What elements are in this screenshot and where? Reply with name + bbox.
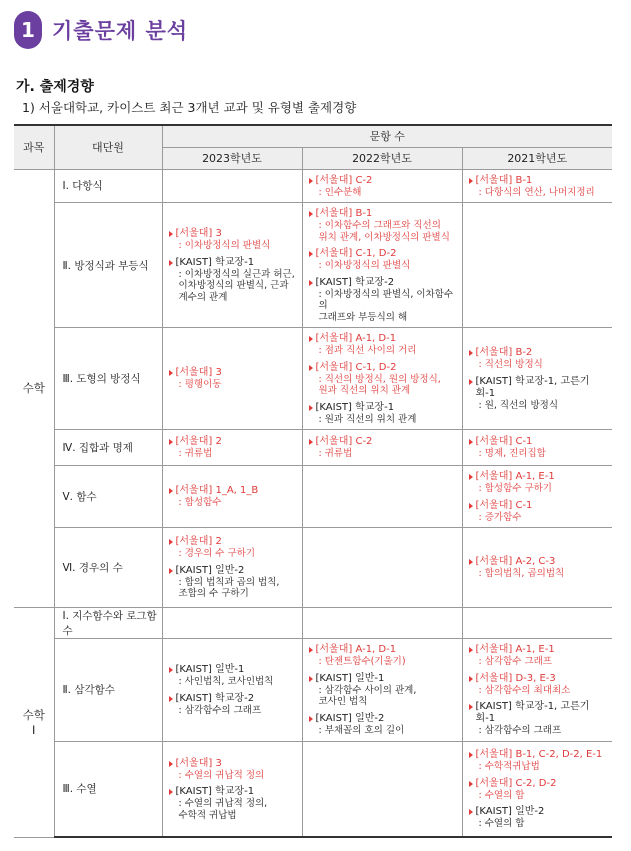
entry-description: : 이차방정식의 판별식	[178, 240, 271, 251]
entry-label: [KAIST] 일반-1	[309, 673, 458, 685]
exam-entry	[169, 485, 298, 509]
count-cell	[162, 608, 302, 639]
table-row	[14, 528, 612, 608]
count-cell	[462, 466, 612, 528]
entry-description: : 명제, 진리집합	[478, 448, 546, 460]
exam-entry	[469, 347, 609, 371]
entry-description: : 삼각함수의 그래프	[478, 725, 562, 736]
entry-description: : 다항식의 연산, 나머지정리	[478, 186, 595, 198]
entry-label: [KAIST] 학교장-1	[309, 402, 458, 414]
count-cell	[302, 528, 462, 608]
entry-description: : 귀류법	[178, 448, 213, 460]
subject-cell: 수학 Ⅰ	[14, 608, 54, 838]
entry-description: : 원, 직선의 방정식	[478, 399, 559, 411]
count-cell	[162, 528, 302, 608]
count-cell	[302, 466, 462, 528]
entry-label: [서울대] A-1, E-1	[469, 471, 609, 483]
unit-cell: Ⅴ. 함수	[54, 466, 162, 528]
entry-label: [서울대] A-1, E-1	[469, 644, 609, 656]
exam-entry	[309, 248, 458, 272]
exam-entry	[469, 471, 609, 495]
count-cell	[302, 203, 462, 328]
table-row	[14, 466, 612, 528]
header-unit: 대단원	[54, 125, 162, 169]
count-cell	[162, 466, 302, 528]
exam-entry	[309, 333, 458, 357]
exam-entry	[169, 693, 298, 717]
entry-label: [서울대] A-1, D-1	[309, 644, 458, 656]
exam-entry	[309, 713, 458, 737]
header-question-count: 문항 수	[162, 125, 612, 147]
count-cell	[162, 741, 302, 837]
exam-entry	[309, 436, 458, 460]
entry-label: [KAIST] 학교장-1	[169, 257, 298, 269]
header-year-2022: 2022학년도	[302, 147, 462, 169]
entry-description: : 합성함수 구하기	[478, 483, 552, 494]
entry-description: : 삼각함수의 그래프	[178, 704, 262, 716]
section-title: 가. 출제경향	[16, 79, 94, 95]
exam-entry	[309, 175, 458, 199]
count-cell	[302, 741, 462, 837]
entry-label: [서울대] B-1, C-2, D-2, E-1	[469, 749, 609, 761]
exam-entry	[169, 436, 298, 460]
entry-description: : 직선의 방정식, 원의 방정식, 원과 직선의 위치 관계	[318, 373, 441, 396]
entry-description: : 사인법칙, 코사인법칙	[178, 676, 274, 688]
entry-description: : 수열의 합	[478, 818, 525, 829]
unit-cell: Ⅰ. 다항식	[54, 169, 162, 203]
count-cell	[302, 328, 462, 430]
count-cell	[162, 328, 302, 430]
count-cell	[462, 608, 612, 639]
entry-description: : 평행이동	[178, 379, 222, 391]
count-cell	[462, 328, 612, 430]
entry-label: [KAIST] 일반-1	[169, 664, 298, 676]
exam-entry	[469, 175, 609, 199]
table-row	[14, 430, 612, 466]
entry-description: : 직선의 방정식	[478, 359, 543, 370]
entry-label: [서울대] 1_A, 1_B	[169, 485, 298, 497]
unit-cell: Ⅱ. 삼각함수	[54, 639, 162, 742]
exam-entry	[469, 701, 609, 737]
entry-description: : 수열의 합	[478, 789, 525, 801]
count-cell	[162, 430, 302, 466]
entry-label: [서울대] C-2	[309, 436, 458, 448]
table-row	[14, 639, 612, 742]
entry-label: [서울대] C-2	[309, 175, 458, 187]
unit-cell: Ⅲ. 도형의 방정식	[54, 328, 162, 430]
entry-label: [서울대] 2	[169, 536, 298, 548]
entry-description: : 경우의 수 구하기	[178, 548, 255, 560]
entry-description: : 이차방정식의 실근과 허근, 이차방정식의 판별식, 근과 계수의 관계	[178, 268, 295, 303]
header-year-2023: 2023학년도	[162, 147, 302, 169]
entry-description: : 수열의 귀납적 정의, 수학적 귀납법	[178, 798, 268, 821]
exam-entry	[469, 673, 609, 697]
entry-label: [서울대] 3	[169, 367, 298, 379]
count-cell	[302, 608, 462, 639]
exam-entry	[469, 644, 609, 668]
exam-entry	[469, 749, 609, 773]
entry-label: [KAIST] 학교장-2	[169, 693, 298, 705]
entry-label: [KAIST] 학교장-1	[169, 786, 298, 798]
exam-entry	[309, 362, 458, 397]
count-cell	[462, 169, 612, 203]
subject-cell: 수학	[14, 169, 54, 608]
entry-label: [서울대] C-1, D-2	[309, 248, 458, 260]
page-header	[14, 8, 188, 52]
entry-description: : 점과 직선 사이의 거리	[318, 345, 417, 356]
table-row	[14, 741, 612, 837]
exam-entry	[469, 436, 609, 460]
exam-entry	[169, 536, 298, 560]
entry-description: : 귀류법	[318, 448, 353, 460]
exam-entry	[309, 208, 458, 243]
table-row	[14, 169, 612, 203]
table-row	[14, 328, 612, 430]
exam-entry	[169, 228, 298, 252]
entry-label: [서울대] B-2	[469, 347, 609, 359]
unit-cell: Ⅱ. 방정식과 부등식	[54, 203, 162, 328]
entry-label: [서울대] B-1	[469, 175, 609, 187]
header-year-2021: 2021학년도	[462, 147, 612, 169]
exam-entry	[309, 673, 458, 708]
entry-label: [서울대] C-1	[469, 500, 609, 512]
entry-description: : 합의 법칙과 곱의 법칙, 조합의 수 구하기	[178, 576, 280, 600]
section-subtitle: 1) 서울대학교, 카이스트 최근 3개년 교과 및 유형별 출제경향	[22, 100, 357, 115]
table-row	[14, 203, 612, 328]
unit-cell: Ⅳ. 집합과 명제	[54, 430, 162, 466]
entry-label: [서울대] C-1	[469, 436, 609, 448]
count-cell	[302, 639, 462, 742]
exam-entry	[469, 376, 609, 412]
count-cell	[462, 639, 612, 742]
entry-label: [KAIST] 일반-2	[169, 565, 298, 577]
exam-entry	[309, 277, 458, 324]
entry-description: : 합성함수	[178, 497, 222, 509]
count-cell	[162, 169, 302, 203]
entry-label: [서울대] C-1, D-2	[309, 362, 458, 374]
exam-entry	[309, 644, 458, 668]
exam-entry	[169, 367, 298, 391]
entry-label: [서울대] 3	[169, 758, 298, 770]
entry-label: [서울대] D-3, E-3	[469, 673, 609, 685]
count-cell	[162, 639, 302, 742]
count-cell	[462, 528, 612, 608]
exam-entry	[169, 257, 298, 304]
entry-label: [서울대] 2	[169, 436, 298, 448]
count-cell	[462, 430, 612, 466]
exam-entry	[169, 664, 298, 688]
count-cell	[162, 203, 302, 328]
unit-cell: Ⅲ. 수열	[54, 741, 162, 837]
entry-description: : 수학적귀납법	[478, 761, 540, 772]
entry-description: : 원과 직선의 위치 관계	[318, 413, 417, 425]
count-cell	[302, 169, 462, 203]
exam-entry	[169, 786, 298, 821]
entry-description: : 합의법칙, 곱의법칙	[478, 568, 565, 580]
entry-description: : 탄젠트함수(기울기)	[318, 656, 406, 668]
entry-description: : 삼각함수 사이의 관계, 코사인 법칙	[318, 684, 417, 708]
entry-description: : 증가함수	[478, 511, 522, 523]
count-cell	[462, 203, 612, 328]
table-row	[14, 608, 612, 639]
entry-description: : 인수분해	[318, 186, 362, 198]
entry-label: [서울대] B-1	[309, 208, 458, 220]
entry-description: : 이차방정식의 판별식, 이차함수의 그래프와 부등식의 해	[318, 288, 454, 323]
entry-label: [KAIST] 학교장-2	[309, 277, 458, 289]
entry-description: : 삼각함수의 최대최소	[478, 684, 571, 696]
exam-entry	[169, 565, 298, 600]
exam-entry	[469, 500, 609, 524]
entry-description: : 부채꼴의 호의 길이	[318, 724, 405, 736]
entry-description: : 이차방정식의 판별식	[318, 260, 411, 271]
exam-entry	[469, 778, 609, 802]
entry-description: : 삼각함수 그래프	[478, 656, 552, 667]
exam-entry	[169, 758, 298, 782]
entry-label: [KAIST] 일반-2	[469, 806, 609, 818]
entry-description: : 이차함수의 그래프와 직선의 위치 관계, 이차방정식의 판별식	[318, 220, 450, 243]
unit-cell: Ⅵ. 경우의 수	[54, 528, 162, 608]
entry-label: [KAIST] 학교장-1, 고른기회-1	[469, 701, 609, 725]
count-cell	[462, 741, 612, 837]
entry-label: [KAIST] 일반-2	[309, 713, 458, 725]
page-title: 기출문제 분석	[52, 19, 189, 43]
entry-label: [서울대] A-2, C-3	[469, 556, 609, 568]
entry-label: [서울대] C-2, D-2	[469, 778, 609, 790]
entry-label: [서울대] A-1, D-1	[309, 333, 458, 345]
exam-trend-table	[14, 124, 612, 838]
exam-entry	[309, 402, 458, 426]
exam-entry	[469, 556, 609, 580]
header-subject: 과목	[14, 125, 54, 169]
entry-description: : 수열의 귀납적 정의	[178, 769, 265, 781]
exam-entry	[469, 806, 609, 830]
entry-label: [서울대] 3	[169, 228, 298, 240]
chapter-number-badge: 1	[14, 11, 42, 49]
unit-cell: Ⅰ. 지수함수와 로그함수	[54, 608, 162, 639]
entry-label: [KAIST] 학교장-1, 고른기회-1	[469, 376, 609, 400]
count-cell	[302, 430, 462, 466]
